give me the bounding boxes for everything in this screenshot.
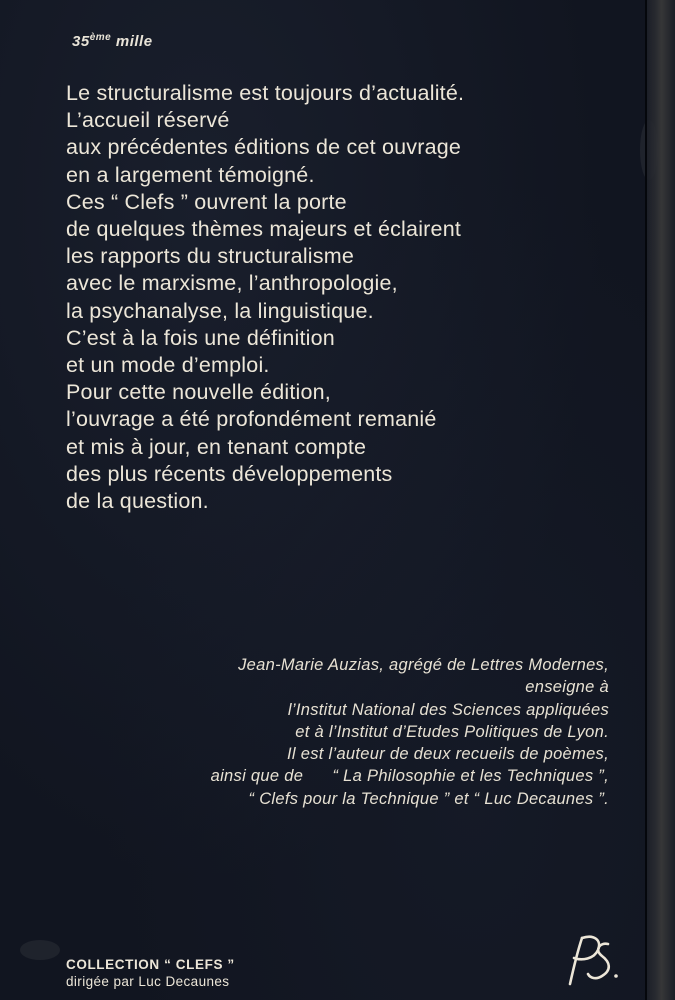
bio-line: ainsi que de “ La Philosophie et les Techniques ”, <box>210 767 609 786</box>
blurb-line: Pour cette nouvelle édition, <box>66 380 331 405</box>
blurb-line: l’ouvrage a été profondément remanié <box>66 407 437 432</box>
blurb-line: en a largement témoigné. <box>66 162 315 187</box>
blurb-line: et mis à jour, en tenant compte <box>66 434 367 459</box>
collection-director: dirigée par Luc Decaunes <box>66 974 230 989</box>
collection-name: COLLECTION “ CLEFS ” <box>66 957 235 972</box>
blurb-line: Le structuralisme est toujours d’actualité. <box>66 81 465 105</box>
author-bio <box>49 654 609 810</box>
bio-line: Jean-Marie Auzias, agrégé de Lettres Modernes, <box>238 656 609 674</box>
wear-mark <box>20 940 60 960</box>
bio-line: “ Clefs pour la Technique ” et “ Luc Decaunes ”. <box>248 789 609 808</box>
blurb-line: Ces “ Clefs ” ouvrent la porte <box>66 189 347 214</box>
bio-line: Il est l’auteur de deux recueils de poèmes, <box>287 745 609 764</box>
edition-note <box>72 33 153 50</box>
edition-word: mille <box>115 33 153 50</box>
blurb-line: aux précédentes éditions de cet ouvrage <box>66 135 462 160</box>
bio-line: l’Institut National des Sciences appliquées <box>287 700 609 719</box>
spine-crease <box>645 0 647 1000</box>
blurb-line: des plus récents développements <box>66 461 393 486</box>
bio-line: enseigne à <box>525 678 609 697</box>
blurb-line: L’accueil réservé <box>66 108 230 133</box>
blurb-line: de quelques thèmes majeurs et éclairent <box>66 217 462 242</box>
blurb-line: et un mode d’emploi. <box>66 353 270 378</box>
blurb-line: de la question. <box>66 489 209 514</box>
edition-suffix: ème <box>89 32 112 43</box>
blurb-text <box>66 80 626 515</box>
edition-number: 35 <box>72 33 90 50</box>
blurb-line: C’est à la fois une définition <box>66 325 335 350</box>
bio-line: et à l’Institut d’Etudes Politiques de Lyon. <box>295 722 609 741</box>
collection-credit <box>66 956 235 990</box>
blurb-line: la psychanalyse, la linguistique. <box>66 298 374 323</box>
blurb-line: avec le marxisme, l’anthropologie, <box>66 271 398 296</box>
blurb-line: les rapports du structuralisme <box>66 244 354 269</box>
book-spine-edge <box>645 0 675 1000</box>
publisher-monogram-icon <box>560 930 630 990</box>
